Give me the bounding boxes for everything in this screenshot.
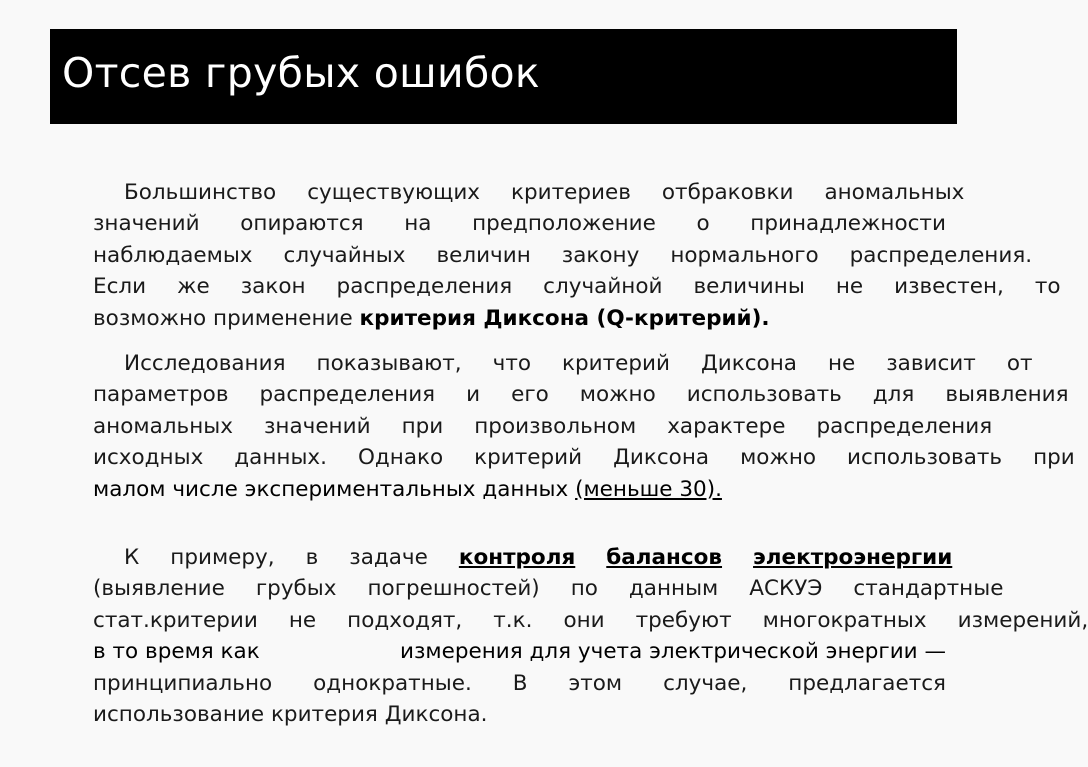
word: Исследования [124, 351, 286, 377]
p1-line-4 [62, 271, 1061, 302]
p2-line-5 [62, 474, 946, 505]
p1-line-3 [62, 240, 1033, 271]
word: значений [93, 211, 200, 237]
word: подходят, [347, 607, 463, 633]
word: показывают, [316, 351, 462, 377]
word: измерения для учета электрической энергии — [400, 639, 946, 665]
p3-line-4 [62, 636, 946, 667]
p1-line-1 [62, 177, 965, 208]
p2-line-4 [62, 442, 1075, 473]
word: т.к. [493, 607, 533, 633]
p2-line-1 [62, 348, 1033, 379]
p1-line-2 [62, 208, 946, 239]
word: произвольном [474, 413, 637, 439]
word: распределения. [849, 242, 1033, 268]
word: однократные. [313, 670, 472, 696]
paragraph-1 [62, 177, 1061, 334]
word: величины [693, 274, 805, 300]
word: можно [740, 445, 817, 471]
word: они [563, 607, 605, 633]
slide-body [62, 177, 1088, 731]
word: на [404, 211, 432, 237]
word: от [1006, 351, 1033, 377]
word: (выявление [93, 576, 225, 602]
word: зависит [886, 351, 976, 377]
word: по [570, 576, 598, 602]
word: измерений, [957, 607, 1088, 633]
word: опираются [240, 211, 364, 237]
word: АСКУЭ [749, 576, 823, 602]
word: использовать [686, 382, 842, 408]
word: принципиально [93, 670, 273, 696]
word: не [827, 351, 856, 377]
word: К [124, 545, 140, 571]
paragraph-3 [62, 542, 1088, 730]
word: аномальных [824, 180, 965, 205]
slide-title: Отсев грубых ошибок [62, 49, 540, 97]
dixon-criterion-term: критерия Диксона (Q-критерий). [359, 305, 770, 331]
word: принадлежности [750, 211, 946, 237]
p3-line-2 [62, 573, 1004, 604]
word: характере [667, 413, 786, 439]
word: Большинство [124, 180, 277, 205]
word: нормального [670, 242, 819, 268]
word: предположение [472, 211, 656, 237]
word: параметров [93, 382, 229, 408]
word: распределения [259, 382, 436, 408]
word: стандартные [853, 576, 1004, 602]
word: случайной [543, 274, 663, 300]
p3-line-1 [62, 542, 953, 573]
word: величин [436, 242, 531, 268]
paragraph-2 [62, 348, 1075, 505]
word: случае, [663, 670, 748, 696]
word: аномальных [93, 413, 233, 439]
word: исходных [93, 445, 204, 471]
word: его [511, 382, 549, 408]
word: требуют [635, 607, 732, 633]
word: критерий [474, 445, 583, 471]
word: погрешностей) [367, 576, 540, 602]
word: случайных [283, 242, 406, 268]
p1-line-5 [62, 303, 946, 334]
word: В [512, 670, 528, 696]
p2-last-text: малом числе экспериментальных данных [93, 476, 576, 502]
p2-line-2 [62, 379, 1069, 410]
word: многократных [762, 607, 927, 633]
balance-control-term: электроэнергии [753, 545, 953, 571]
word: при [401, 413, 444, 439]
word: использовать [847, 445, 1003, 471]
word: можно [579, 382, 656, 408]
balance-control-term: контроля [458, 545, 576, 571]
word: выявления [945, 382, 1069, 408]
word: закон [240, 274, 306, 300]
word: для [872, 382, 915, 408]
word: то [1034, 274, 1061, 300]
word: примеру, [170, 545, 275, 571]
word: распределения [336, 274, 513, 300]
p1-last-text: возможно применение [93, 305, 360, 331]
word: грубых [255, 576, 337, 602]
word: известен, [894, 274, 1004, 300]
word: при [1033, 445, 1075, 471]
word: этом [568, 670, 623, 696]
p3-line-5 [62, 668, 946, 699]
word: и [466, 382, 481, 408]
word: данных. [234, 445, 327, 471]
word: в то время как [93, 639, 260, 665]
word: Диксона [700, 351, 797, 377]
p3-line-3 [62, 605, 1088, 636]
word: о [696, 211, 710, 237]
word: закону [561, 242, 640, 268]
word: критериев [511, 180, 631, 205]
word: критерий [562, 351, 670, 377]
word: не [288, 607, 317, 633]
word: данным [628, 576, 719, 602]
word: существующих [307, 180, 481, 205]
word: задаче [349, 545, 428, 571]
word: стат.критерии [93, 607, 258, 633]
word: что [492, 351, 532, 377]
word: распределения [816, 413, 993, 439]
word: в [305, 545, 319, 571]
word: Однако [357, 445, 444, 471]
word: Диксона [613, 445, 710, 471]
less-than-30-note: (меньше 30). [575, 476, 722, 502]
p3-line-6: использование критерия Диксона. [93, 702, 488, 728]
word: не [835, 274, 864, 300]
title-bar [50, 29, 957, 124]
word: отбраковки [661, 180, 794, 205]
word: предлагается [788, 670, 946, 696]
balance-control-term: балансов [606, 545, 723, 571]
word: же [177, 274, 210, 300]
word: Если [93, 274, 147, 300]
p2-line-3 [62, 411, 993, 442]
word: значений [263, 413, 371, 439]
word: наблюдаемых [93, 242, 253, 268]
